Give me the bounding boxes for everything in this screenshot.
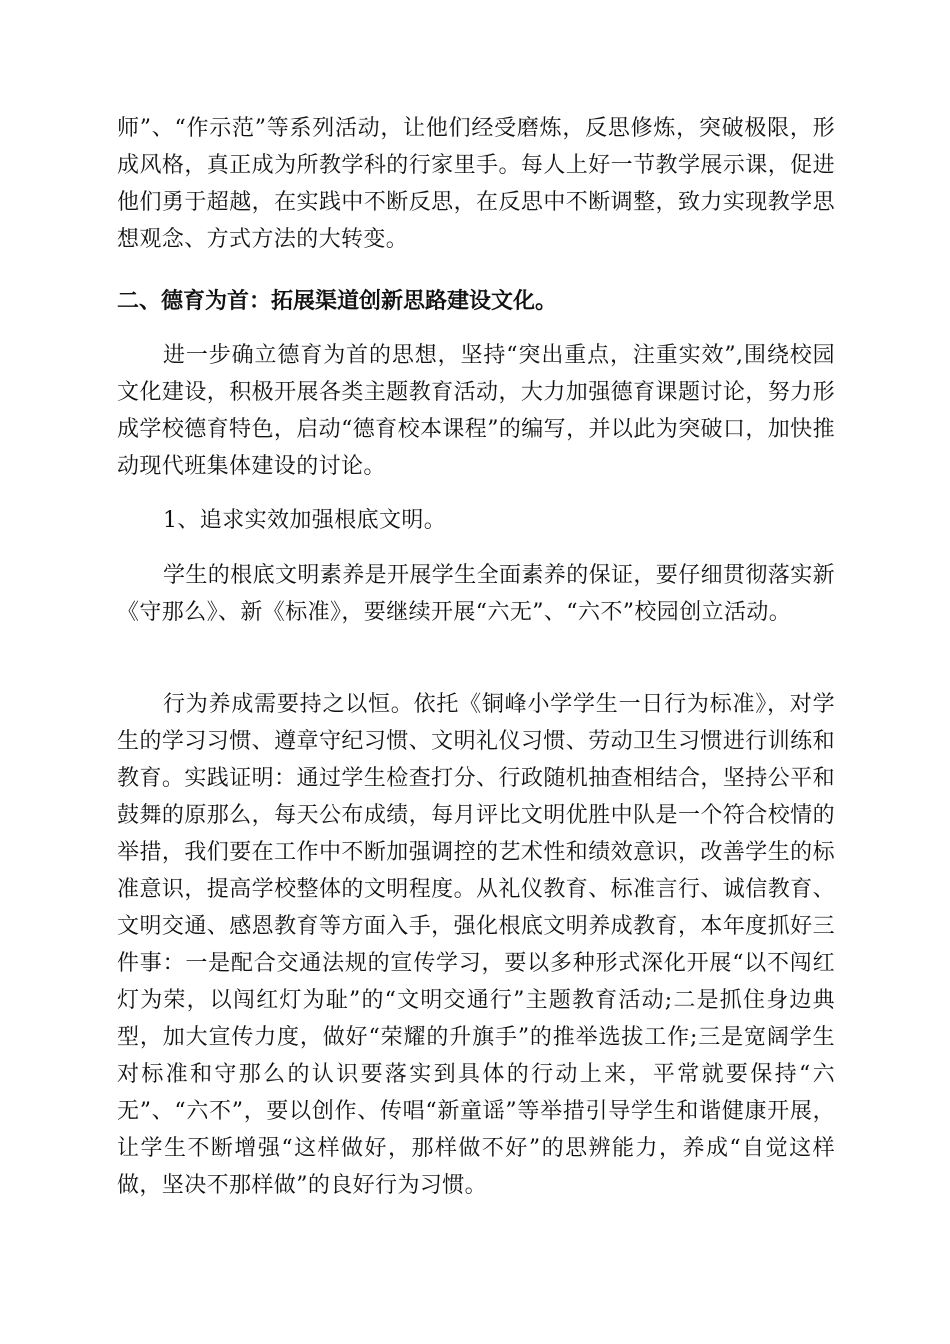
paragraph-3: 学生的根底文明素养是开展学生全面素养的保证，要仔细贯彻落实新《守那么》、新《标准》，要继续开展“六无”、“六不”校园创立活动。 xyxy=(117,563,836,625)
paragraph-2: 进一步确立德育为首的思想，坚持“突出重点，注重实效”,围绕校园文化建设，积极开展各类主题教育活动，大力加强德育课题讨论，努力形成学校德育特色，启动“德育校本课程”的编写，并以此为突破口，加快推动现代班集体建设的讨论。 xyxy=(117,343,835,479)
paragraph-1: 师”、“作示范”等系列活动，让他们经受磨炼，反思修炼，突破极限，形成风格，真正成为所教学科的行家里手。每人上好一节教学展示课，促进他们勇于超越，在实践中不断反思，在反思中不断调整，致力实现教学思想观念、方式方法的大转变。 xyxy=(117,116,835,252)
subheading-1: 1、追求实效加强根底文明。 xyxy=(163,508,447,533)
paragraph-4: 行为养成需要持之以恒。依托《铜峰小学学生一日行为标准》，对学生的学习习惯、遵章守纪习惯、文明礼仪习惯、劳动卫生习惯进行训练和教育。实践证明：通过学生检查打分、行政随机抽查相结合，坚持公平和鼓舞的原那么，每天公布成绩，每月评比文明优胜中队是一个符合校情的举措，我们要在工作中不断加强调控的艺术性和绩效意识，改善学生的标准意识，提高学校整体的文明程度。从礼仪教育、标准言行、诚信教育、文明交通、感恩教育等方面入手，强化根底文明养成教育，本年度抓好三件事：一是配合交通法规的宣传学习，要以多种形式深化开展“以不闯红灯为荣，以闯红灯为耻”的“文明交通行”主题教育活动;二是抓住身边典型，加大宣传力度，做好“荣耀的升旗手”的推举选拔工作;三是宽阔学生对标准和守那么的认识要落实到具体的行动上来，平常就要保持“六无”、“六不”，要以创作、传唱“新童谣”等举措引导学生和谐健康开展，让学生不断增强“这样做好，那样做不好”的思辨能力，养成“自觉这样做，坚决不那样做”的良好行为习惯。 xyxy=(117,692,835,1198)
section-heading-2: 二、德育为首：拓展渠道创新思路建设文化。 xyxy=(117,289,558,314)
